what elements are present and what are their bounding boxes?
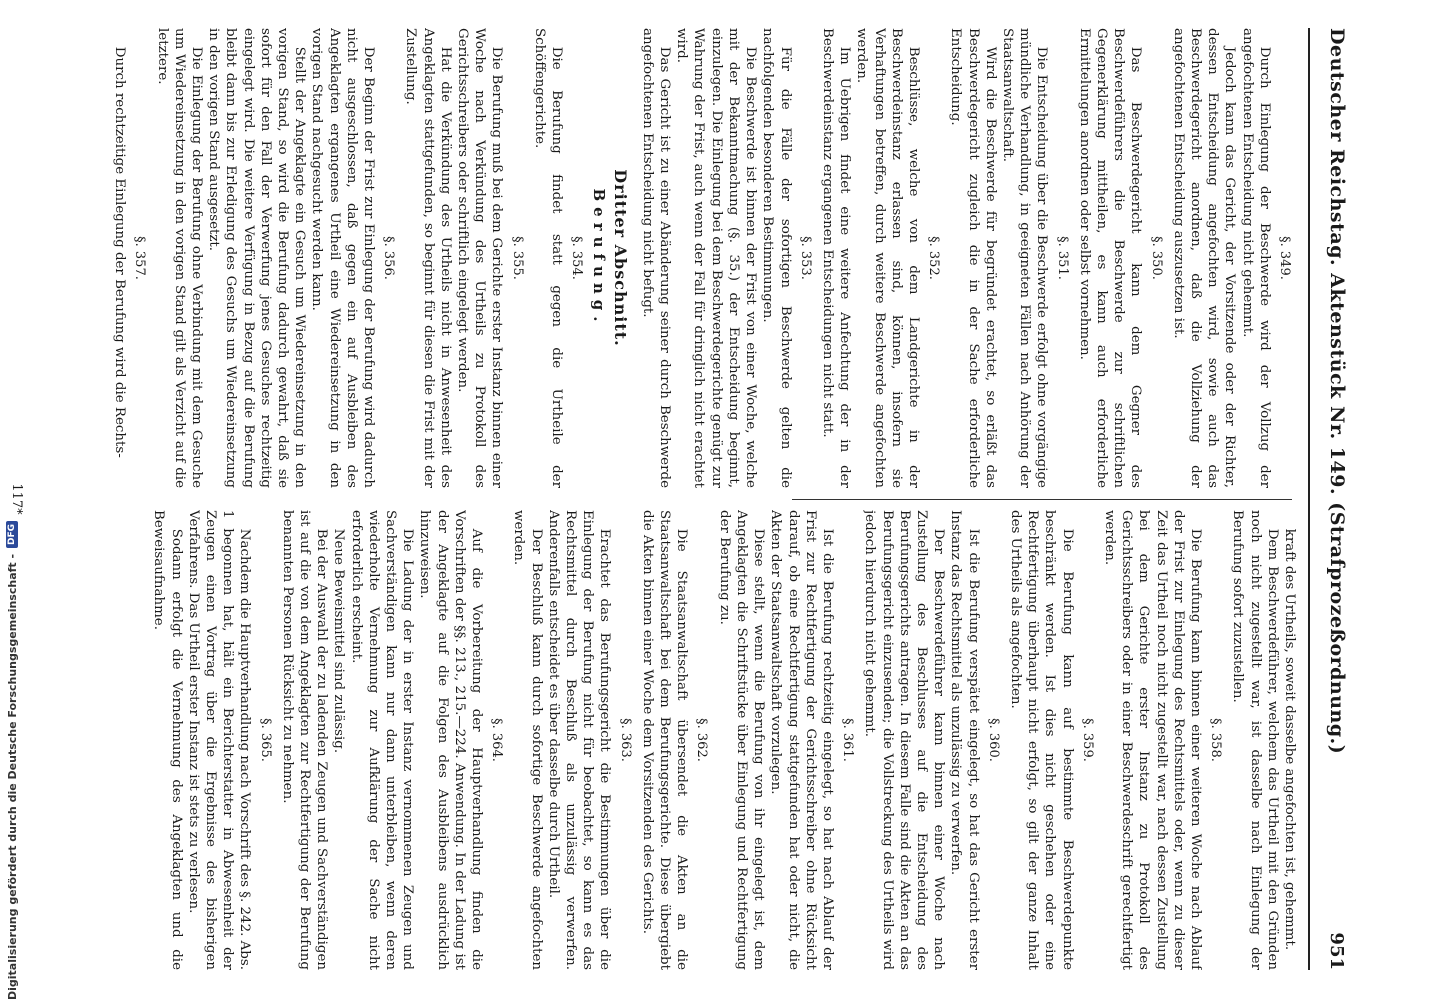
- paragraph: Bei der Auswahl der zu ladenden Zeugen und Sachverständigen ist auf die von dem Angeklagten zur Rechtfertigung der Berufung benannten Personen Rücksicht zu nehmen.: [279, 510, 330, 970]
- right-column: [38, 510, 1298, 970]
- paragraph: Die Berufung kann auf bestimmte Beschwerdepunkte beschränkt werden. Ist dies nicht geschehen oder eine Rechtfertigung überhaupt nicht erfolgt, so gilt der ganze Inhalt des Urtheils als angefochten.: [1007, 510, 1075, 970]
- paragraph: Die Entscheidung über die Beschwerde erfolgt ohne vorgängige mündliche Verhandlung, in geeigneten Fällen nach Anhörung der Staatsanwaltschaft.: [999, 28, 1050, 488]
- section-number: §. 357.: [132, 236, 148, 280]
- section-number: §. 359.: [1079, 718, 1095, 762]
- paragraph: Nachdem die Hauptverhandlung nach Vorschrift des §. 242. Abs. 1 begonnen hat, hält ein Berichterstatter in Abwesenheit der Zeugen einen Vortrag über die Ergebnisse des bisherigen Verfahrens. Das Urtheil erster Instanz ist stets zu verlesen.: [185, 510, 253, 970]
- paragraph: Neue Beweismittel sind zulässig.: [331, 528, 347, 754]
- paragraph: Die Ladung der in erster Instanz vernommenen Zeugen und Sachverständigen kann nur dann unterbleiben, wenn deren wiederholte Vernehmung zur Aufklärung der Sache nicht erforderlich erscheint.: [348, 510, 416, 970]
- text-columns: [38, 28, 1298, 970]
- dfg-logo: DFG: [6, 521, 18, 548]
- page-header: [1308, 28, 1348, 970]
- paragraph: Dem Beschwerdeführer, welchem das Urtheil mit den Gründen noch nicht zugestellt war, ist dasselbe nach Einlegung der Berufung sofort zuzustellen.: [1230, 510, 1280, 970]
- section-number: §. 365.: [257, 718, 273, 762]
- paragraph: Sodann erfolgt die Vernehmung des Angeklagten und die Beweisaufnahme.: [151, 510, 184, 970]
- sheet-signature: 117*: [9, 483, 24, 515]
- paragraph: Im Uebrigen findet eine weitere Anfechtung der in der Beschwerdeinstanz ergangenen Entscheidungen nicht statt.: [819, 28, 853, 488]
- section-number: §. 353.: [797, 236, 813, 280]
- section-number: §. 363.: [617, 718, 633, 762]
- paragraph: Wird die Beschwerde für begründet erachtet, so erläßt das Beschwerdegericht zugleich die in der Sache erforderliche Entscheidung.: [948, 28, 998, 488]
- digitization-note: [0, 0, 24, 1000]
- paragraph: Die Berufung kann binnen einer weiteren Woche nach Ablauf der Frist zur Einlegung des Rechtsmittels oder, wenn zu dieser Zeit das Urtheil noch nicht zugestellt war, nach dessen Zustellung bei dem Gerichte erster Instanz zu Protokoll des Gerichtsschreibers oder in einer Beschwerdeschrift gerechtfertigt werden.: [1101, 510, 1203, 970]
- paragraph: Hat die Verkündung des Urtheils nicht in Anwesenheit des Angeklagten stattgefunden, so beginnt für diesen die Frist mit der Zustellung.: [403, 28, 453, 488]
- section-number: §. 362.: [694, 718, 710, 762]
- chapter-heading: Dritter Abschnitt.: [610, 169, 630, 347]
- section-number: §. 355.: [509, 236, 525, 280]
- paragraph: Diese stellt, wenn die Berufung von ihr eingelegt ist, dem Angeklagten die Schriftstücke über Einlegung und Rechtfertigung der Berufung zu.: [716, 510, 767, 970]
- section-number: §. 352.: [926, 236, 942, 280]
- paragraph: Ist die Berufung rechtzeitig eingelegt, so hat nach Ablauf der Frist zur Rechtfertigung der Gerichtsschreiber ohne Rücksicht darauf, ob eine Rechtfertigung stattgefunden hat oder nicht, die Akten der Staatsanwaltschaft vorzulegen.: [768, 510, 835, 970]
- paragraph: Durch Einlegung der Beschwerde wird der Vollzug der angefochtenen Entscheidung nicht gehemmt.: [1239, 28, 1272, 488]
- column-divider: [792, 499, 1292, 500]
- paragraph: Die Beschwerde ist binnen der Frist von einer Woche, welche mit der Bekanntmachung (§. 35.) der Entscheidung beginnt, einzulegen. Die Einlegung bei dem Beschwerdegerichte genügt zur Wahrung der Frist, auch wenn der Fall für dringlich nicht erachtet wird.: [674, 28, 759, 488]
- paragraph: Durch rechtzeitige Einlegung der Berufung wird die Rechts-: [112, 46, 128, 458]
- paragraph: Auf die Vorbereitung der Hauptverhandlung finden die Vorschriften der §§. 213., 215.—224. Anwendung. In der Ladung ist der Angeklagte auf die Folgen des Ausbleibens ausdrücklich hinzuweisen.: [417, 510, 485, 970]
- section-number: §. 349.: [1277, 236, 1292, 280]
- paragraph: Das Gericht ist zu einer Abänderung seiner durch Beschwerde angefochtenen Entscheidung nicht befugt.: [639, 28, 673, 488]
- paragraph: Die Berufung muß bei dem Gerichte erster Instanz binnen einer Woche nach Verkündung des Urtheils zu Protokoll des Gerichtsschreibers oder schriftlich eingelegt werden.: [455, 28, 505, 488]
- paragraph: Die Einlegung der Berufung ohne Verbindung mit dem Gesuche um Wiedereinsetzung in den vorigen Stand gilt als Verzicht auf die letztere.: [154, 28, 205, 488]
- paragraph: Stellt der Angeklagte ein Gesuch um Wiedereinsetzung in den vorigen Stand, so wird die Berufung dadurch gewahrt, daß sie sofort für den Fall der Verwerfung jenes Gesuches rechtzeitig eingelegt wird. Die weitere Verfügung in Bezug auf die Berufung bleibt dann bis zur Erledigung des Gesuchs um Wiedereinsetzung in den vorigen Stand ausgesetzt.: [206, 28, 308, 488]
- section-number: §. 351.: [1054, 236, 1070, 280]
- paragraph: Der Beschwerdeführer kann binnen einer Woche nach Zustellung des Beschlusses auf die Entscheidung des Berufungsgerichts antragen. In diesem Falle sind die Akten an das Berufungsgericht einzusenden; die Vollstreckung des Urtheils wird jedoch hierdurch nicht gehemmt.: [862, 510, 947, 970]
- running-title: Deutscher Reichstag. Aktenstück Nr. 149. (Strafprozeßordnung.): [1326, 28, 1348, 755]
- paragraph: Jedoch kann das Gericht, der Vorsitzende oder der Richter, dessen Entscheidung angefochten wird, sowie auch das Beschwerdegericht anordnen, daß die Vollziehung der angefochtenen Entscheidung auszusetzen ist.: [1170, 28, 1238, 488]
- section-number: §. 356.: [381, 236, 397, 280]
- paragraph: Beschlüsse, welche von dem Landgerichte in der Beschwerdeinstanz erlassen sind, können, insofern sie Verhaftungen betreffen, durch weitere Beschwerde angefochten werden.: [854, 28, 921, 488]
- section-number: §. 358.: [1208, 718, 1224, 762]
- left-column: [38, 28, 1298, 488]
- section-number: §. 360.: [985, 718, 1001, 762]
- section-number: §. 354.: [569, 236, 585, 280]
- paragraph: kraft des Urtheils, soweit dasselbe angefochten ist, gehemmt.: [1282, 528, 1297, 951]
- paragraph: Die Berufung findet statt gegen die Urtheile der Schöffengerichte.: [531, 28, 565, 488]
- paragraph: Für die Fälle der sofortigen Beschwerde gelten die nachfolgenden besonderen Bestimmungen.: [760, 28, 793, 488]
- section-number: §. 350.: [1148, 236, 1164, 280]
- paragraph: Das Beschwerdegericht kann dem Gegner des Beschwerdeführers die Beschwerde zur schriftlichen Gegenerklärung mittheilen, es kann auch erforderliche Ermittelungen anordnen oder selbst vornehmen.: [1076, 28, 1144, 488]
- paragraph: Erachtet das Berufungsgericht die Bestimmungen über die Einlegung der Berufung nicht für beobachtet, so kann es das Rechtsmittel durch Beschluß als unzulässig verwerfen. Anderenfalls entscheidet es über dasselbe durch Urtheil.: [545, 510, 613, 970]
- paragraph: Der Beschluß kann durch sofortige Beschwerde angefochten werden.: [511, 510, 544, 970]
- section-number: §. 361.: [840, 718, 856, 762]
- paragraph: Die Staatsanwaltschaft übersendet die Akten an die Staatsanwaltschaft bei dem Berufungsgerichte. Diese übergiebt die Akten binnen einer Woche dem Vorsitzenden des Gerichts.: [639, 510, 690, 970]
- paragraph: Ist die Berufung verspätet eingelegt, so hat das Gericht erster Instanz das Rechtsmittel als unzulässig zu verwerfen.: [948, 510, 981, 970]
- page-number: 951: [1326, 932, 1347, 970]
- digitization-text: Digitalisierung gefördert durch die Deutsche Forschungsgemeinschaft -: [5, 553, 19, 1000]
- section-number: §. 364.: [489, 718, 505, 762]
- chapter-subheading: Berufung.: [590, 188, 609, 328]
- paragraph: Der Beginn der Frist zur Einlegung der Berufung wird dadurch nicht ausgeschlossen, daß gegen ein auf Ausbleiben des Angeklagten ergangenes Urtheil eine Wiedereinsetzung in den vorigen Stand nachgesucht werden kann.: [309, 28, 377, 488]
